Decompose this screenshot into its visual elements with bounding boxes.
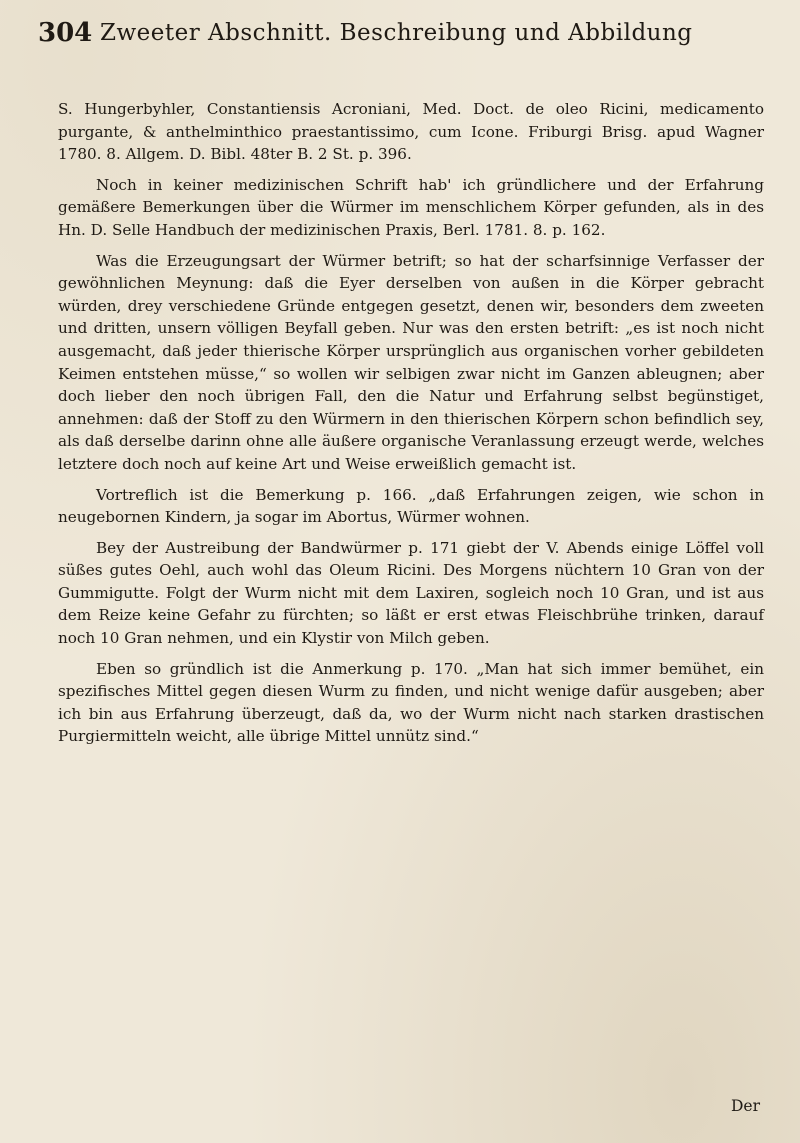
catchword: Der bbox=[730, 1097, 760, 1115]
page-body bbox=[58, 98, 764, 756]
running-title: Zweeter Abschnitt. Beschreibung und Abbildung bbox=[100, 20, 693, 46]
paragraph-citation: S. Hungerbyhler, Constantiensis Acroniani, Med. Doct. de oleo Ricini, medicamento purgante, & anthelminthico praestantissimo, cum Icone. Friburgi Brisg. apud Wagner 1780. 8. Allgem. D. Bibl. 48ter B. 2 St. p. 396. bbox=[58, 100, 764, 164]
paragraph-specific-remedy: Eben so gründlich ist die Anmerkung p. 170. „Man hat sich immer bemühet, ein spezifisches Mittel gegen diesen Wurm zu finden, und nicht wenige dafür ausgeben; aber ich bin aus Erfahrung überzeugt, daß da, wo der Wurm nicht nach starken drastischen Purgiermitteln weicht, alle übrige Mittel unnütz sind.“ bbox=[58, 659, 764, 746]
paragraph-selle-handbook: Noch in keiner medizinischen Schrift hab' ich gründlichere und der Erfahrung gemäßere Bemerkungen über die Würmer im menschlichem Körper gefunden, als in des Hn. D. Selle Handbuch der medizinischen Praxis, Berl. 1781. 8. p. 162. bbox=[58, 175, 764, 239]
paragraph-tapeworm-treatment: Bey der Austreibung der Bandwürmer p. 171 giebt der V. Abends einige Löffel voll süßes gutes Oehl, auch wohl das Oleum Ricini. Des Morgens nüchtern 10 Gran von der Gummigutte. Folgt der Wurm nicht mit dem Laxiren, sogleich noch 10 Gran, und ist aus dem Reize keine Gefahr zu fürchten; so läßt er erst etwas Fleischbrühe trinken, darauf noch 10 Gran nehmen, und ein Klystir von Milch geben. bbox=[58, 538, 764, 648]
paragraph-newborn-worms: Vortreflich ist die Bemerkung p. 166. „daß Erfahrungen zeigen, wie schon in neugebornen Kindern, ja sogar im Abortus, Würmer wohnen. bbox=[58, 485, 764, 527]
paragraph-worm-origin: Was die Erzeugungsart der Würmer betrift; so hat der scharfsinnige Verfasser der gewöhnlichen Meynung: daß die Eyer derselben von außen in die Körper gebracht würden, drey verschiedene Gründe entgegen gesetzt, denen wir, besonders dem zweeten und dritten, unsern völligen Beyfall geben. Nur was den ersten betrift: „es ist noch nicht ausgemacht, daß jeder thierische Körper ursprünglich aus organischen vorher gebildeten Keimen entstehen müsse,“ so wollen wir selbigen zwar nicht im Ganzen ableugnen; aber doch lieber den noch übrigen Fall, den die Natur und Erfahrung selbst begünstiget, annehmen: daß der Stoff zu den Würmern in den thierischen Körpern schon befindlich sey, als daß derselbe darinn ohne alle äußere organische Veranlassung erzeugt werde, welches letztere doch noch auf keine Art und Weise erweißlich gemacht ist. bbox=[58, 251, 764, 473]
page-number: 304 bbox=[38, 18, 93, 48]
page-header bbox=[38, 14, 768, 54]
